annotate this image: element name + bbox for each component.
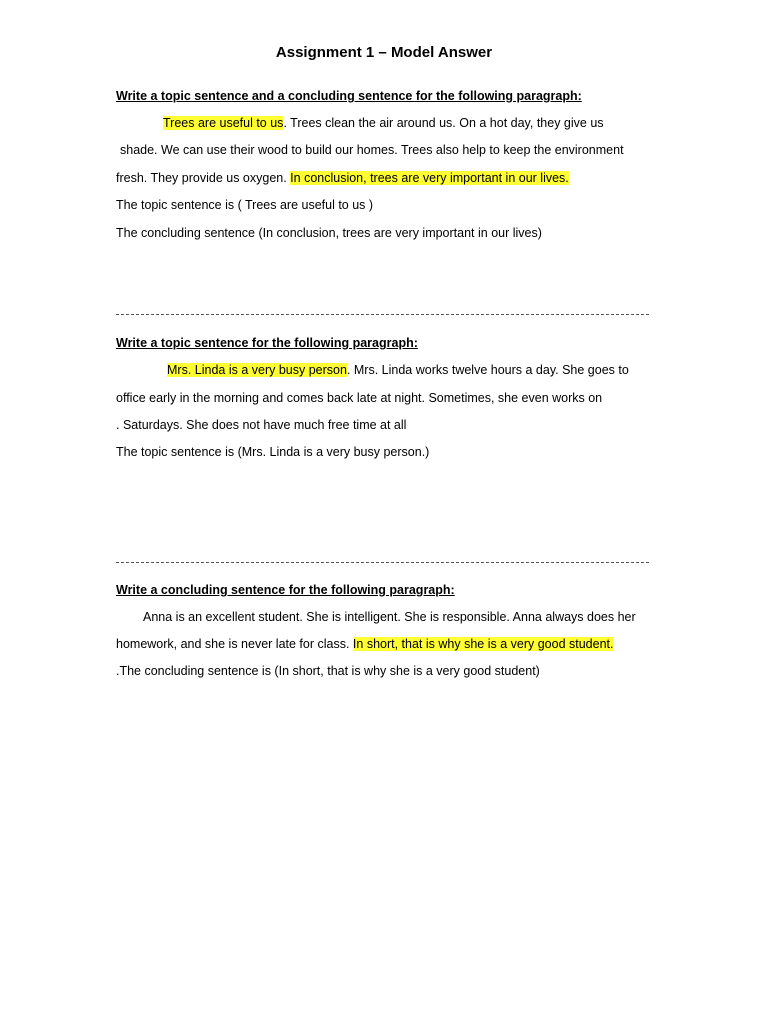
section3-concluding-highlight: In short, that is why she is a very good student. bbox=[352, 637, 614, 651]
page-title: Assignment 1 – Model Answer bbox=[275, 44, 493, 61]
section1-concluding-highlight: In conclusion, trees are very important in our lives. bbox=[290, 171, 569, 185]
section2-heading: Write a topic sentence for the following paragraph: bbox=[116, 336, 418, 350]
section2-topic-answer: The topic sentence is (Mrs. Linda is a very busy person.) bbox=[116, 445, 430, 459]
section1-line3-text: fresh. They provide us oxygen. bbox=[116, 171, 291, 185]
section1-heading: Write a topic sentence and a concluding sentence for the following paragraph: bbox=[116, 89, 582, 103]
section2-paragraph-line2: office early in the morning and comes back late at night. Sometimes, she even works on bbox=[116, 391, 603, 405]
section1-line1-text: . Trees clean the air around us. On a hot day, they give us bbox=[283, 116, 604, 130]
section1-topic-answer: The topic sentence is ( Trees are useful to us ) bbox=[116, 198, 374, 212]
section2-paragraph-line3: . Saturdays. She does not have much free time at all bbox=[116, 418, 407, 432]
section3-paragraph-line2 bbox=[116, 636, 613, 652]
section2-line1-text: . Mrs. Linda works twelve hours a day. She goes to bbox=[346, 363, 629, 377]
section-divider bbox=[116, 314, 649, 315]
section2-topic-highlight: Mrs. Linda is a very busy person bbox=[167, 363, 347, 377]
section3-heading: Write a concluding sentence for the following paragraph: bbox=[116, 583, 455, 597]
section-divider bbox=[116, 562, 649, 563]
section1-topic-highlight: Trees are useful to us bbox=[163, 116, 284, 130]
section3-line2-text: homework, and she is never late for class. bbox=[116, 637, 353, 651]
section3-paragraph-line1: Anna is an excellent student. She is intelligent. She is responsible. Anna always does her bbox=[143, 610, 636, 624]
section1-paragraph-line2: shade. We can use their wood to build our homes. Trees also help to keep the environment bbox=[120, 143, 624, 157]
section1-concluding-answer: The concluding sentence (In conclusion, trees are very important in our lives) bbox=[116, 226, 542, 240]
section1-paragraph-line3 bbox=[116, 170, 569, 186]
section2-paragraph-line1 bbox=[167, 362, 629, 378]
section3-concluding-answer: .The concluding sentence is (In short, that is why she is a very good student) bbox=[116, 664, 540, 678]
section1-paragraph-line1 bbox=[163, 115, 604, 131]
